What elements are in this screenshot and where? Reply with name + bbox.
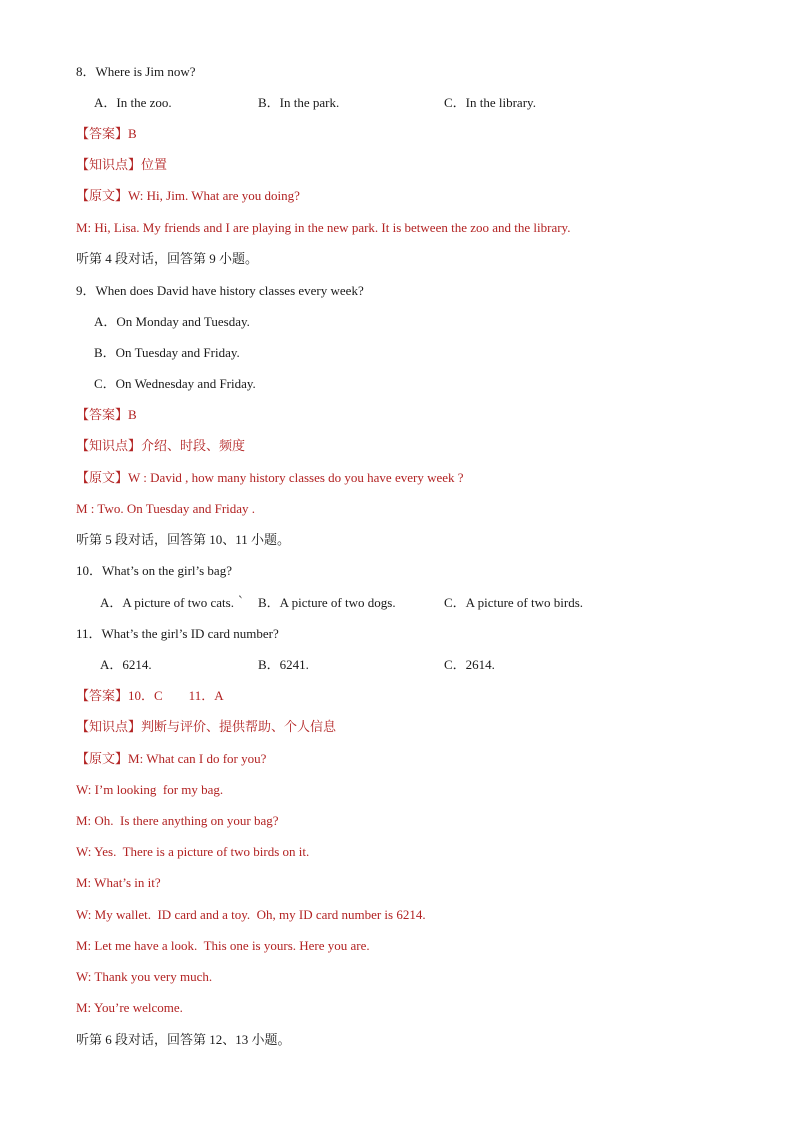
knowledge-value: 判断与评价、提供帮助、个人信息	[141, 719, 337, 734]
question-11: 11．What’s the girl’s ID card number?	[76, 626, 279, 641]
knowledge-value: 介绍、时段、频度	[141, 438, 246, 453]
q8-option-c: C．In the library.	[444, 95, 536, 110]
q10-11-transcript-1	[76, 751, 266, 767]
q9-knowledge	[76, 438, 245, 454]
q10-11-knowledge	[76, 719, 336, 735]
q10-option-a: A．A picture of two cats.｀	[100, 595, 247, 610]
knowledge-value: 位置	[141, 157, 168, 172]
q10-11-transcript-9: M: You’re welcome.	[76, 1000, 183, 1015]
answer-value: B	[128, 407, 137, 422]
answer-tag: 【答案】	[76, 407, 129, 422]
q9-answer	[76, 407, 137, 423]
q8-knowledge	[76, 157, 167, 173]
q8-option-b: B．In the park.	[258, 95, 340, 110]
answer-tag: 【答案】	[76, 126, 129, 141]
section-5-instruction: 听第 5 段对话，回答第 10、11 小题。	[76, 532, 291, 547]
transcript-tag: 【原文】	[76, 751, 129, 766]
section-4-instruction: 听第 4 段对话，回答第 9 小题。	[76, 251, 259, 266]
q10-option-b: B．A picture of two dogs.	[258, 595, 396, 610]
question-10: 10．What’s on the girl’s bag?	[76, 563, 232, 578]
q11-option-c: C．2614.	[444, 657, 495, 672]
q10-11-transcript-2: W: I’m looking for my bag.	[76, 782, 224, 797]
knowledge-tag: 【知识点】	[76, 719, 142, 734]
transcript-line: M: What can I do for you?	[128, 751, 267, 766]
question-8: 8．Where is Jim now?	[76, 64, 196, 79]
knowledge-tag: 【知识点】	[76, 157, 142, 172]
transcript-line: W: Hi, Jim. What are you doing?	[128, 188, 300, 203]
q10-option-c: C．A picture of two birds.	[444, 595, 584, 610]
q10-11-transcript-7: M: Let me have a look. This one is yours. Here you are.	[76, 938, 370, 953]
answer-tag: 【答案】	[76, 688, 129, 703]
q10-11-transcript-3: M: Oh. Is there anything on your bag?	[76, 813, 279, 828]
answer-value: B	[128, 126, 137, 141]
q9-option-b: B．On Tuesday and Friday.	[94, 345, 240, 360]
transcript-tag: 【原文】	[76, 188, 129, 203]
q8-option-a: A．In the zoo.	[94, 95, 172, 110]
q11-option-a: A．6214.	[100, 657, 152, 672]
q10-11-transcript-5: M: What’s in it?	[76, 875, 161, 890]
answer-value: 10．C 11．A	[128, 688, 224, 703]
q9-option-c: C．On Wednesday and Friday.	[94, 376, 256, 391]
q9-option-a: A．On Monday and Tuesday.	[94, 314, 250, 329]
q10-11-answer	[76, 688, 224, 704]
q9-transcript-1	[76, 470, 464, 486]
knowledge-tag: 【知识点】	[76, 438, 142, 453]
transcript-line: W : David , how many history classes do you have every week ?	[128, 470, 464, 485]
q10-11-transcript-6: W: My wallet. ID card and a toy. Oh, my ID card number is 6214.	[76, 907, 426, 922]
q10-11-transcript-4: W: Yes. There is a picture of two birds on it.	[76, 844, 310, 859]
question-9: 9．When does David have history classes every week?	[76, 283, 364, 298]
q8-answer	[76, 126, 137, 142]
q10-11-transcript-8: W: Thank you very much.	[76, 969, 213, 984]
q11-option-b: B．6241.	[258, 657, 309, 672]
q8-transcript-1	[76, 188, 300, 204]
q9-transcript-2: M : Two. On Tuesday and Friday .	[76, 501, 256, 516]
q8-transcript-2: M: Hi, Lisa. My friends and I are playing in the new park. It is between the zoo and the library.	[76, 220, 571, 235]
section-6-instruction: 听第 6 段对话，回答第 12、13 小题。	[76, 1032, 291, 1047]
transcript-tag: 【原文】	[76, 470, 129, 485]
